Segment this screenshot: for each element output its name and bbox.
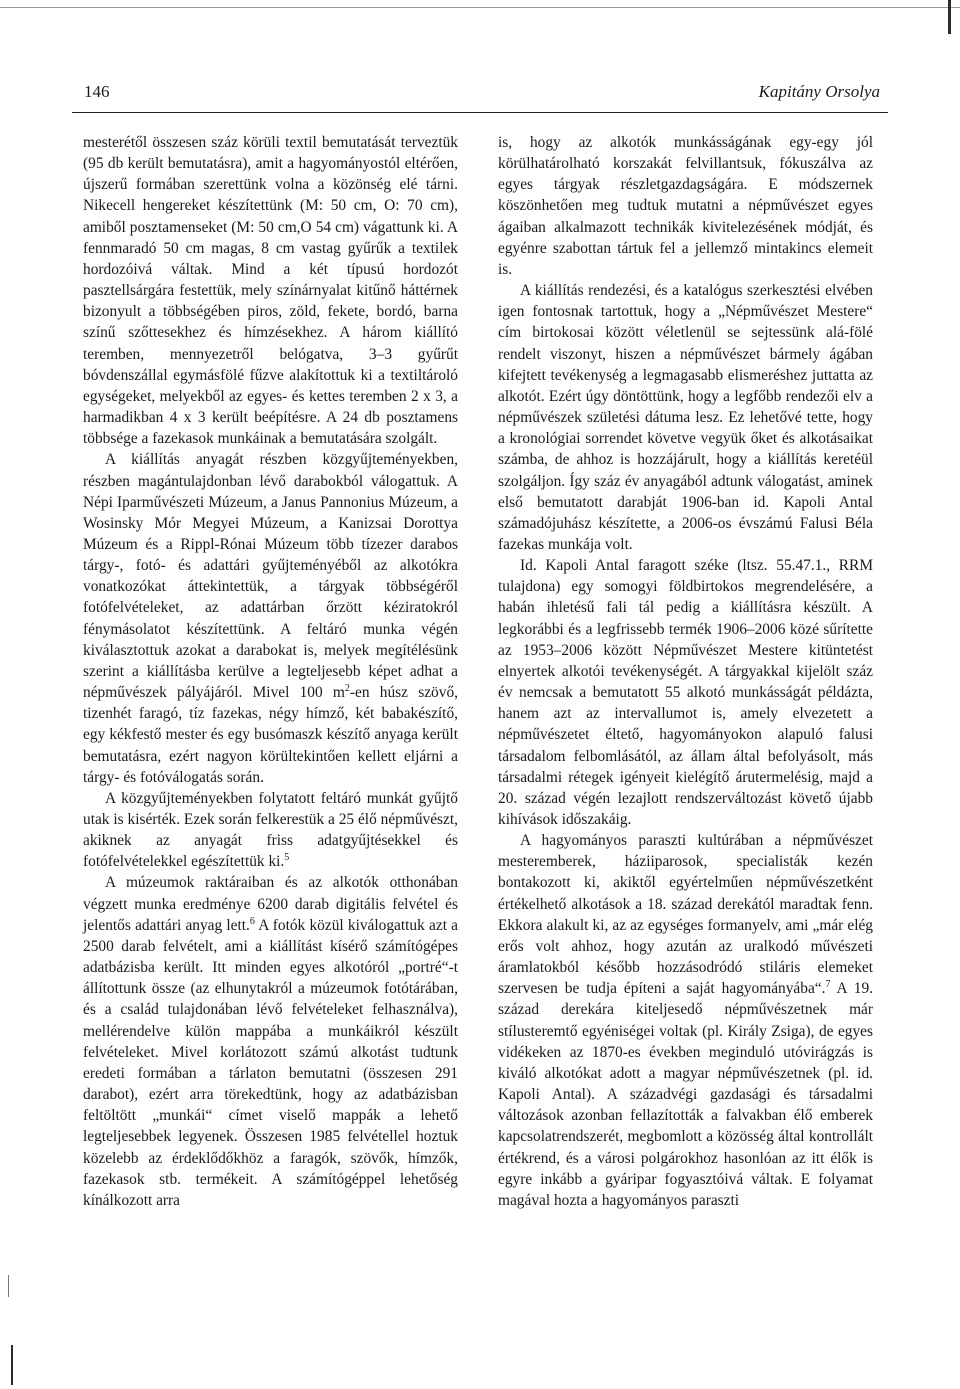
scan-corner-mark: [948, 0, 951, 34]
right-column: [498, 132, 873, 1211]
header-rule: [72, 112, 888, 113]
running-title: Kapitány Orsolya: [758, 82, 880, 101]
page-number: 146: [84, 82, 110, 101]
paragraph: A múzeumok raktáraiban és az alkotók otthonában végzett munka eredménye 6200 darab digitális felvétel és jelentős adattári anyag lett.$^6$ A fotók közül kiválogattuk azt a 2500 darab felvételt, ami a kiállítást kísérő számítógépes adatbázisba került. Itt minden egyes alkotóról „portré“-t állítottunk össze (az elhunytakról a múzeumok fotótárában, és a család tulajdonában lévő felvételeket felhasználva), mellérendelve külön mappába a munkáikról készült felvételeket. Mivel korlátozott számú alkotást tudtunk eredeti formában a tárlaton bemutatni (összesen 291 darabot), ezért arra törekedtünk, hogy az adatbázisban feltöltött „munkái“ címet viselő mappák a lehető legteljesebbek legyenek. Összesen 1985 felvétellel hoztuk közelebb az érdeklődőkhöz a faragók, szövők, hímzők, fazekasok stb. termékeit. A számítógéppel lehetőség kínálkozott arra: [83, 874, 459, 1209]
page-header: [72, 72, 888, 112]
left-column: [83, 132, 458, 1211]
scan-margin-mark: [11, 1345, 13, 1385]
paragraph: A hagyományos paraszti kultúrában a népművészet mesteremberek, háziiparosok, specialisták kezén bontakozott ki, akiktől egyértelműen népművészetként értékelhető alkotások a 18. század derekától maradtak fenn. Ekkora alakult ki, az az egységes formanyelv, ami „már elég erős volt ahhoz, hogy azután az uralkodó művészeti áramlatokból később hozzásodródó stiláris elemeket szervesen be tudja építeni a saját hagyományába“.$^7$ A 19. század derekára kiteljesedő népművészetnek már stílusteremtő egyéniségei voltak (pl. Király Zsiga), de egyes vidékeken az 1870-es években meginduló utóvirágzás is kiváló alkotókat adott a magyar népművészetnek (pl. id. Kapoli Antal). A századvégi gazdasági és társadalmi változások azonban fellazították a falvakban élő emberek kapcsolatrendszerét, megbomlott a közösség által kontrollált értékrend, és a városi polgárokhoz hasonlóan az itt élők is egyre inkább a gyáripar fogyasztóivá váltak. E folyamat magával hozta a hagyományos paraszti: [498, 832, 873, 1209]
superscript: 2: [344, 683, 350, 695]
footnote-ref: 7: [825, 979, 831, 991]
paragraph: is, hogy az alkotók munkásságának egy-egy jól körülhatárolható korszakát felvillantsuk, fókuszálva az egyes tárgyak részletgazdagságára. E módszernek köszönhetően meg tudtuk mutatni a népművészet egyes ágaiban alkalmazott technikák kivitelezésének módját, és egyénre szabottan tártuk fel a jellemző mintakincs elemeit is.: [498, 134, 873, 278]
paragraph: Id. Kapoli Antal faragott széke (ltsz. 55.47.1., RRM tulajdona) egy somogyi földbirtokos megrendelésére, a habán ihletésű fali tál pedig a kiállításra készült. A legkorábbi és a legfrissebb termék 1906–2006 közé sűrítette az 1953–2006 között Népművészet Mestere kitüntetést elnyertek alkotói tevékenységét. A tárgyakkal kijelölt száz év nemcsak a bemutatott 55 alkotó munkásságát példázta, hanem azt az intervallumot is, amely elvezetett a népművészetet éltető, hagyományokon alapuló falusi társadalom felbomlásától, az állam által befolyásolt, más társadalmi rétegek igényeit kielégítő árutermelésig, majd a 20. század végén lezajlott rendszerváltozást követő újabb kihívások időszakáig.: [498, 557, 873, 828]
footnote-ref: 5: [284, 852, 290, 864]
paragraph: A kiállítás anyagát részben közgyűjteményekben, részben magántulajdonban lévő darabokból válogattuk. A Népi Iparművészeti Múzeum, a Janus Pannonius Múzeum, a Wosinsky Mór Megyei Múzeum, a Kanizsai Dorottya Múzeum és a Rippl-Rónai Múzeum több tízezer darabos tárgy-, fotó- és adattári gyűjteményéből az alkotókra vonatkozókat áttekintettük, a tárgyak többségéről fotófelvételeket, az adattárban őrzött kéziratokról fénymásolatot készítettünk. A feltáró munka végén kiválasztottuk azokat a darabokat is, melyek megítélésünk szerint a kiállításba kerülve a legteljesebb képet adhat a népművészek pályájáról. Mivel 100 $m^2-en$ húsz szövő, tizenhét faragó, tíz fazekas, négy hímző, két babakészítő, egy kékfestő mester és egy busómaszk készítő anyaga került bemutatásra, ezért nagyon körültekintően kellett eljárni a tárgy- és fotóválogatás során.: [83, 451, 458, 786]
paragraph: A közgyűjteményekben folytatott feltáró munkát gyűjtő utak is kisérték. Ezek során felkerestük a 25 élő népművészt, akiknek az anyagát friss adatgyűjtésekkel és fotófelvételekkel egészítettük ki.$^5$: [83, 789, 458, 871]
footnote-ref: 6: [249, 915, 255, 927]
paragraph: mesterétől összesen száz körüli textil bemutatását terveztük (95 db került bemutatásra), amit a hagyományostól eltérően, újszerű formában szerettünk volna a közönség elé tárni. Nikecell hengereket készítettünk (M: 50 cm, O: 70 cm), amiből posztamenseket (M: 50 cm,O 54 cm) vágattunk ki. A fennmaradó 50 cm magas, 8 cm vastag gyűrűk a textilek hordozóivá váltak. Mind a két típusú hordozót pasztellsárgára festettük, mely színárnyalat kitűnő háttérnek bizonyult a többségében piros, zöld, fekete, bordó, barna színű szőttesekhez és hímzésekhez. A három kiállító teremben, mennyezetről belógatva, 3–3 gyűrűt bóvdenszállal egymásfölé fűzve alakítottuk ki a textiltároló egységeket, melyekből az egyes- és kettes teremben 2 x 3, a harmadikban 4 x 3 került beépítésre. A 24 db posztamens többsége a fazekasok munkáinak a bemutatására szolgált.: [83, 134, 458, 448]
paragraph: A kiállítás rendezési, és a katalógus szerkesztési elvében igen fontosnak tartottuk, hogy a „Népművészet Mestere“ cím birtokosai között véletlenül se sejtessünk alá-fölé rendelt viszonyt, hiszen a népművészet bármely ágában kifejtett tevékenység a legmagasabb elismeréshez juttatta az alkotót. Ezért úgy döntöttünk, hogy a legfőbb rendezői elv a népművészek születési dátuma lesz. Ez lehetővé tette, hogy a kronológiai sorrendet követve vegyük őket és alkotásaikat számba, de ahhoz is hozzájárult, hogy a kiállítás keretéül szolgáljon. Így száz év anyagából adtunk válogatást, aminek első bemutatott darabját 1906-ban id. Kapoli Antal számadójuhász készítette, a 2006-os évszámú Falusi Béla fazekas munkája volt.: [498, 282, 873, 553]
scan-margin-mark: [8, 1275, 9, 1297]
scan-edge-line: [0, 7, 960, 8]
